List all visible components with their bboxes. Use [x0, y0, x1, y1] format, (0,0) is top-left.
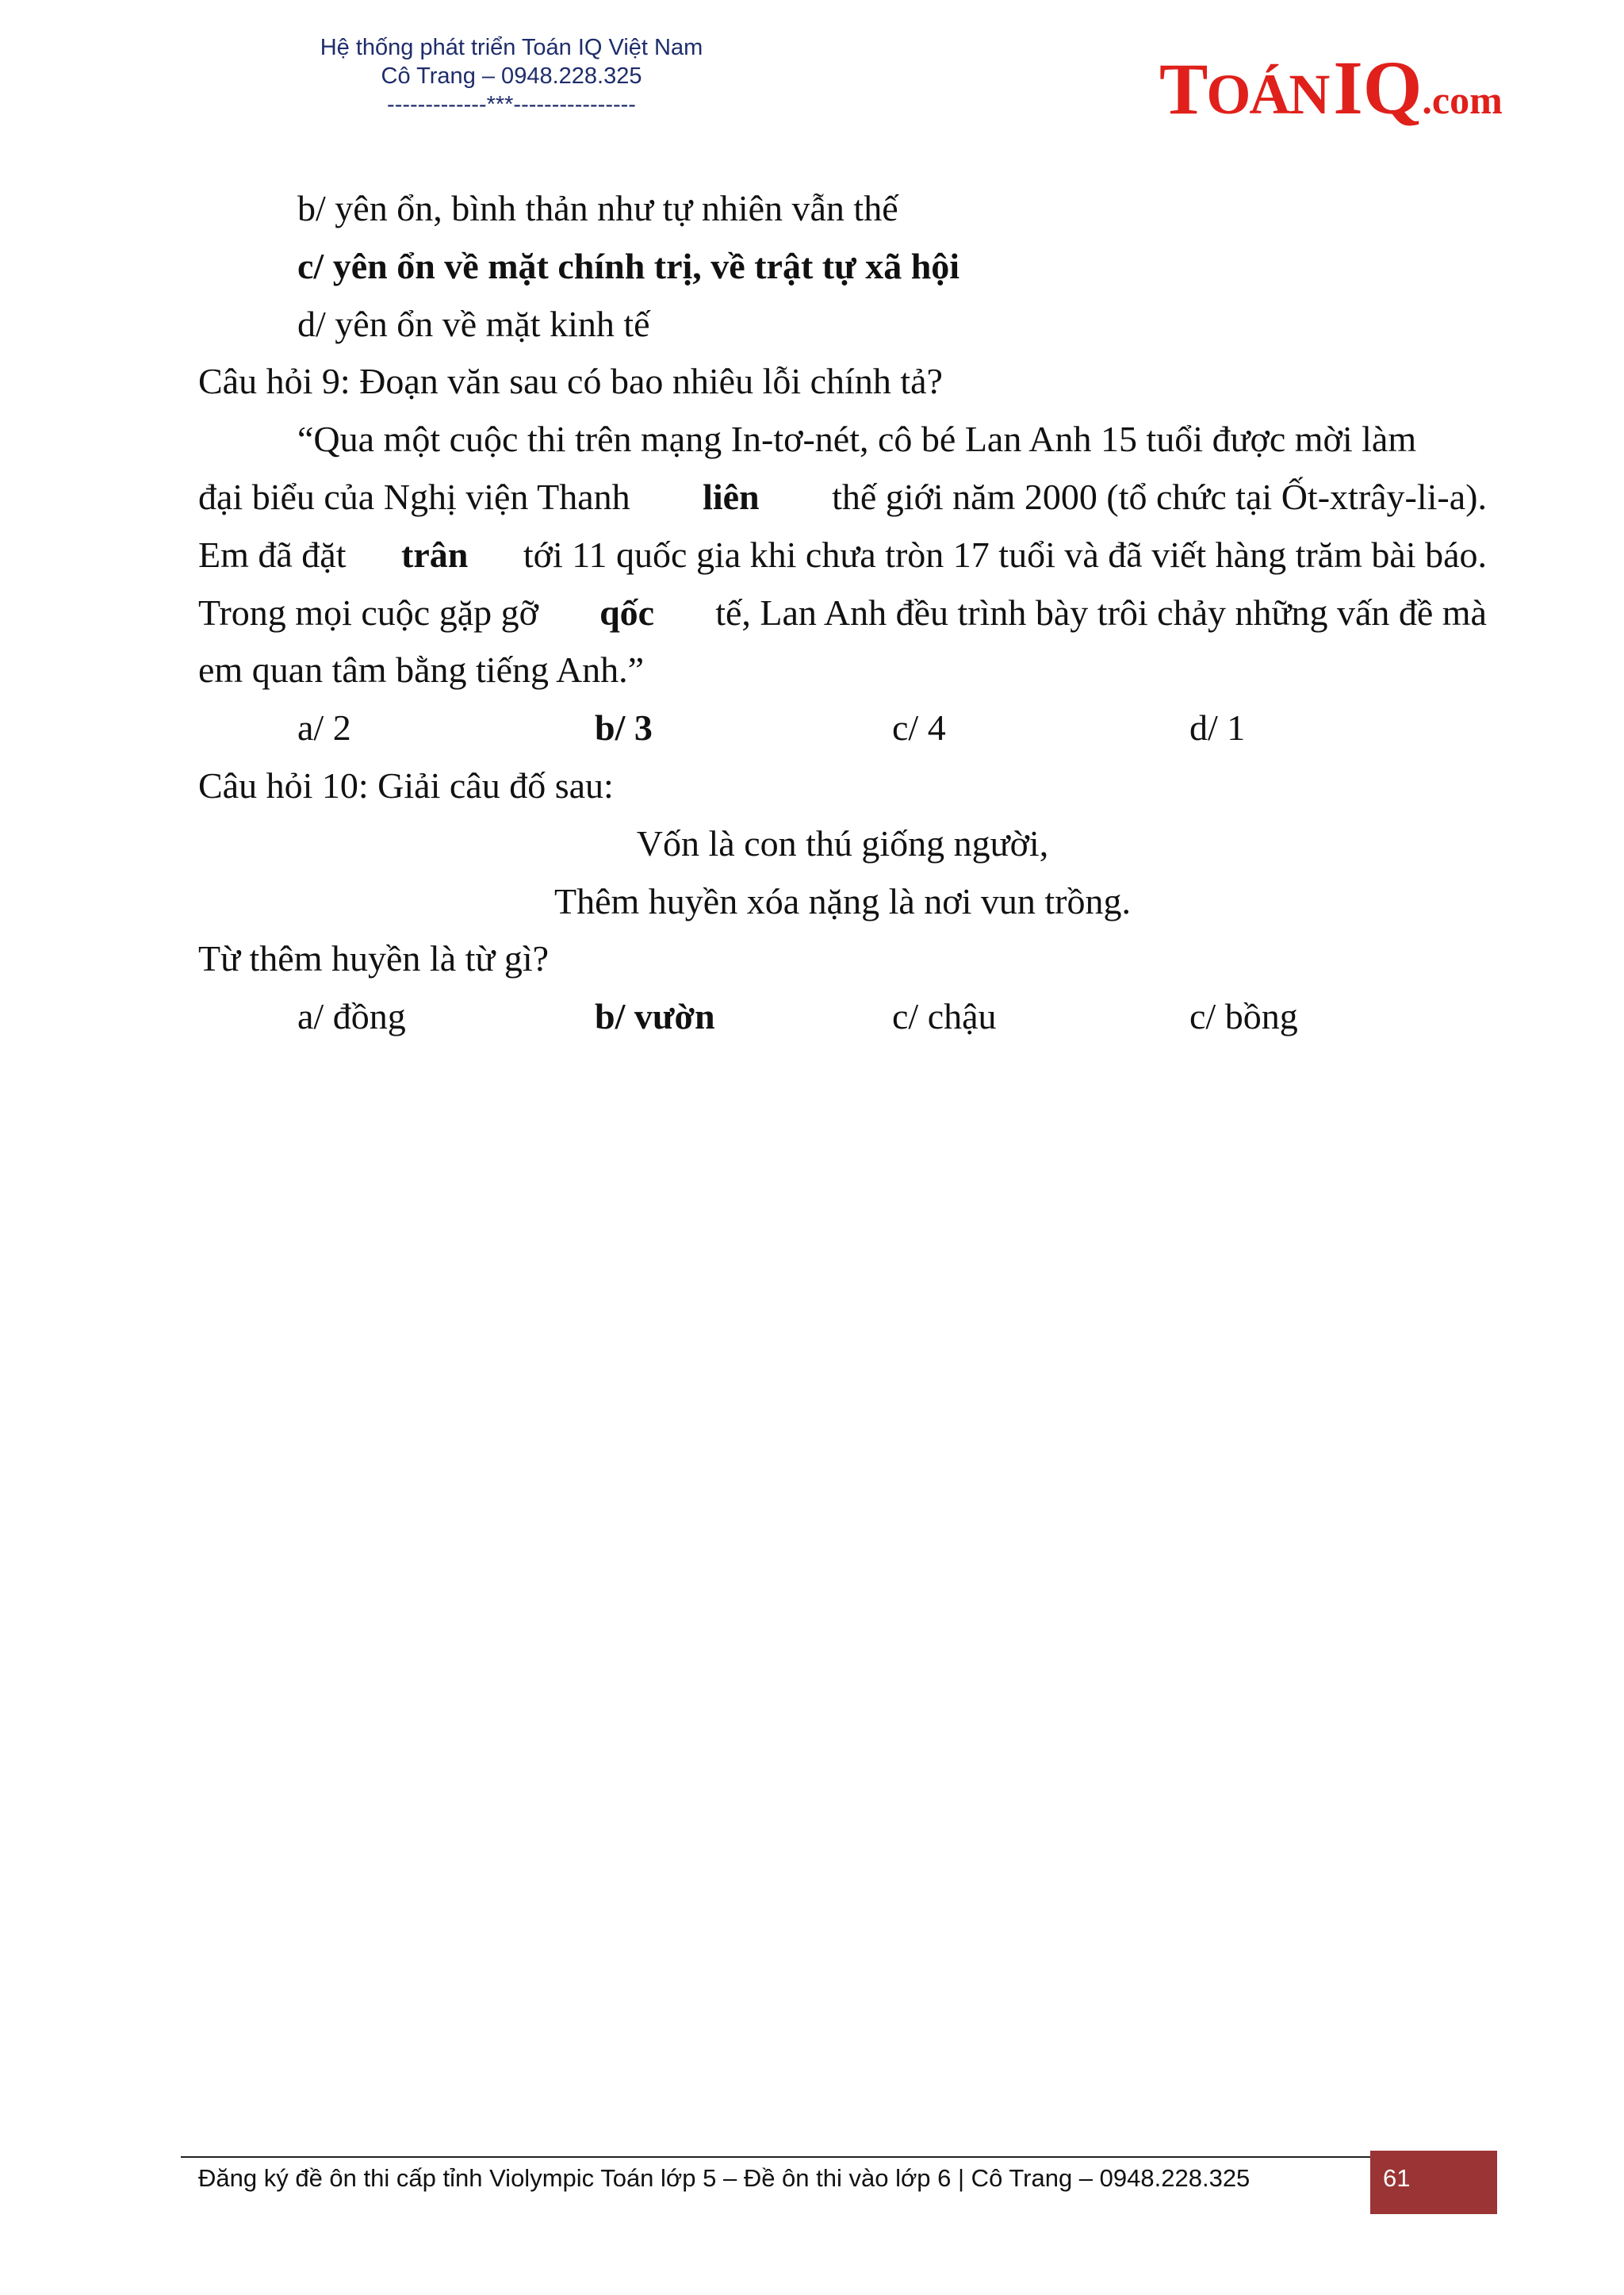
toaniq-logo: TOÁNIQ.com [1159, 45, 1503, 130]
q8-option-d: d/ yên ổn về mặt kinh tế [297, 303, 650, 344]
spelling-error-word: qốc [599, 592, 655, 633]
q10-option-d: c/ bồng [1189, 996, 1298, 1037]
q8-option-c-correct: c/ yên ổn về mặt chính trị, về trật tự xã hội [297, 245, 960, 286]
q10-verse-1: Vốn là con thú giống người, [636, 822, 1049, 864]
header-divider: -------------***---------------- [387, 92, 636, 117]
q9-passage-line-4: Trong mọi cuộc gặp gỡ qốc tế, Lan Anh đều trình bày trôi chảy những vấn đề mà [198, 584, 1487, 642]
q9-options [198, 699, 1487, 757]
header-contact: Cô Trang – 0948.228.325 [381, 63, 642, 89]
q10-subquestion: Từ thêm huyền là từ gì? [198, 938, 550, 979]
page-number: 61 [1383, 2164, 1411, 2192]
header-org: Hệ thống phát triển Toán IQ Việt Nam [320, 35, 703, 60]
q10-options [198, 988, 1487, 1046]
q8-option-b: b/ yên ổn, bình thản như tự nhiên vẫn thế [297, 188, 898, 228]
q10-verse-2: Thêm huyền xóa nặng là nơi vun trồng. [554, 880, 1131, 921]
q9-option-c: c/ 4 [892, 707, 946, 749]
q9-question: Câu hỏi 9: Đoạn văn sau có bao nhiêu lỗi chính tả? [198, 361, 943, 402]
spelling-error-word: trân [401, 534, 469, 575]
q9-passage-line-5: em quan tâm bằng tiếng Anh.” [198, 649, 645, 691]
q9-passage-line-1: “Qua một cuộc thi trên mạng In-tơ-nét, cô bé Lan Anh 15 tuổi được mời làm [297, 419, 1417, 460]
q10-option-a: a/ đồng [297, 996, 406, 1037]
q9-option-d: d/ 1 [1189, 707, 1246, 749]
q9-option-a: a/ 2 [297, 707, 351, 749]
spelling-error-word: liên [703, 476, 760, 517]
header-info [262, 33, 761, 119]
document-body [198, 180, 1487, 1046]
q9-passage-line-2: đại biểu của Nghị viện Thanh liên thế giới năm 2000 (tổ chức tại Ốt-xtrây-li-a). [198, 469, 1487, 527]
q10-option-b-correct: b/ vườn [595, 996, 715, 1037]
q10-option-c: c/ chậu [892, 996, 997, 1037]
footer-text: Đăng ký đề ôn thi cấp tỉnh Violympic Toán lớp 5 – Đề ôn thi vào lớp 6 | Cô Trang – 0948.228.325 [198, 2164, 1251, 2192]
q10-question: Câu hỏi 10: Giải câu đố sau: [198, 764, 614, 806]
q9-option-b-correct: b/ 3 [595, 707, 653, 749]
q9-passage-line-3: Em đã đặt trân tới 11 quốc gia khi chưa tròn 17 tuổi và đã viết hàng trăm bài báo. [198, 527, 1487, 584]
